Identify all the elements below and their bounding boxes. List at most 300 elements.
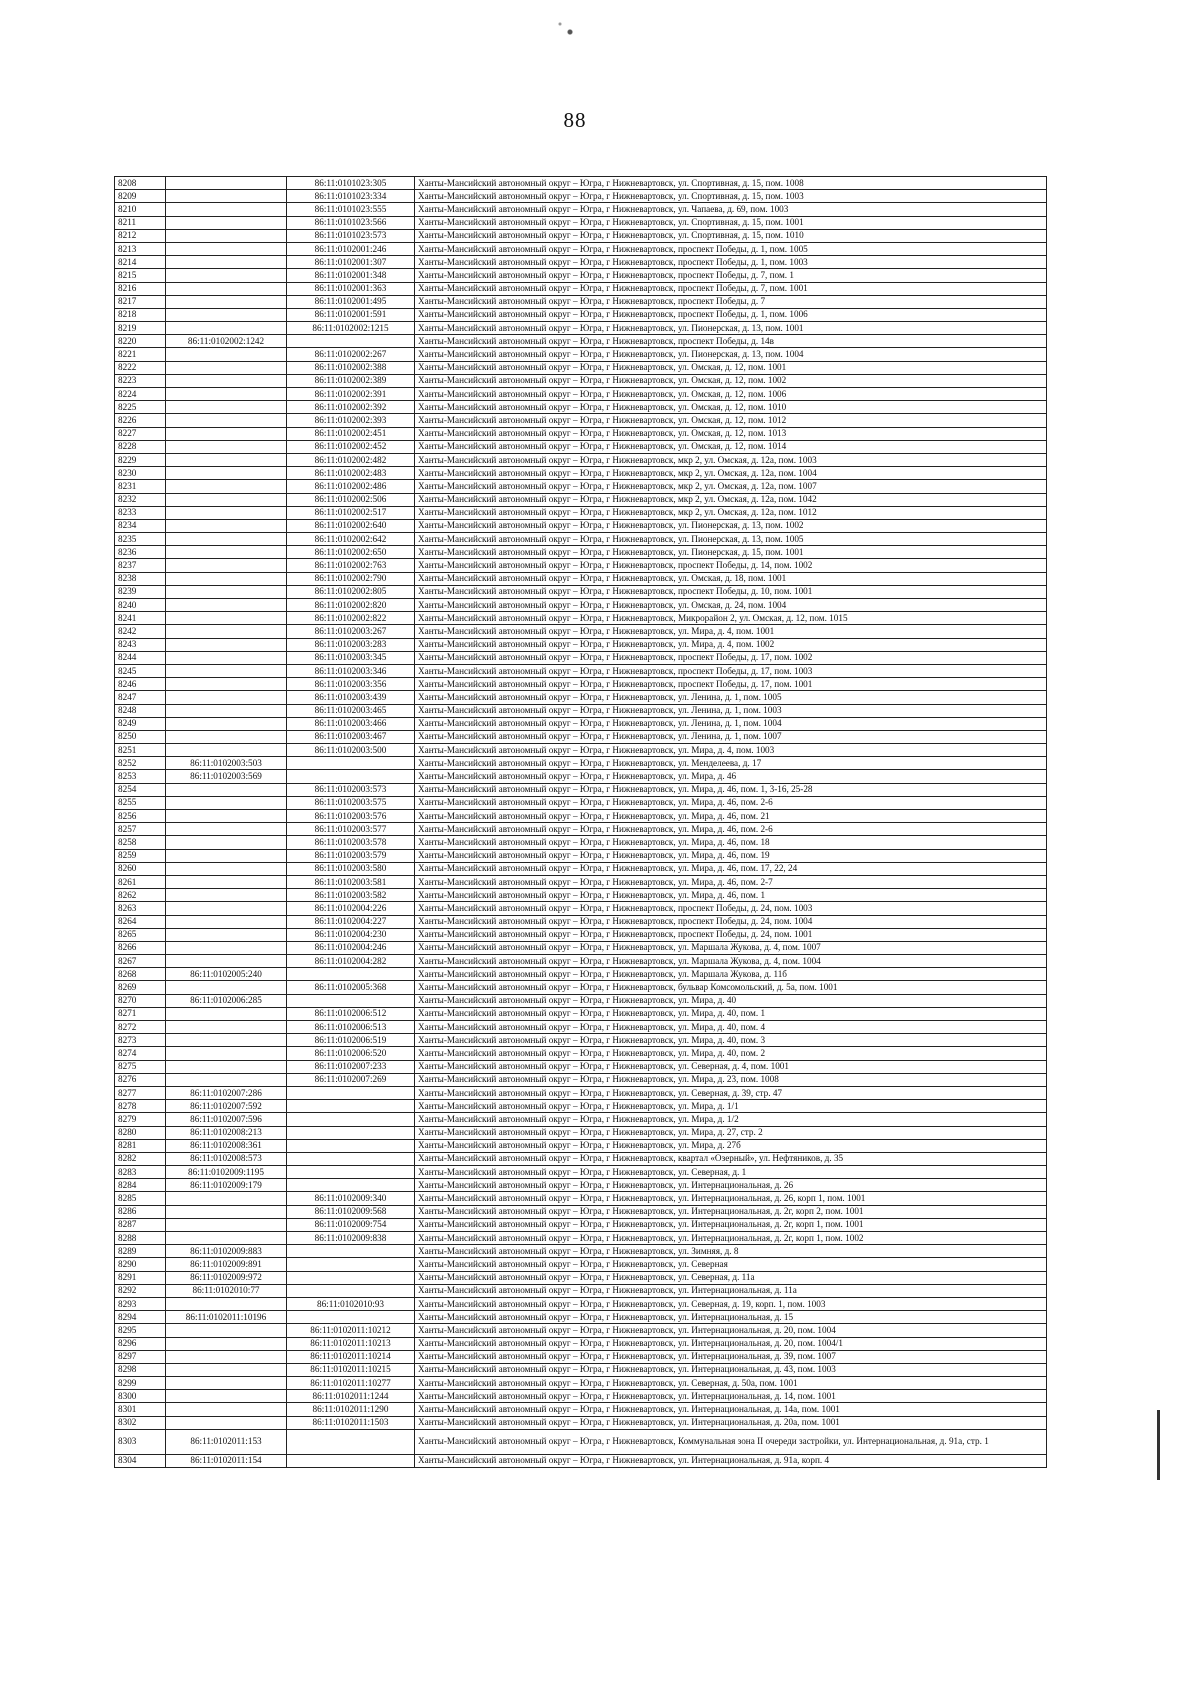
- row-number: 8247: [115, 691, 166, 704]
- table-row: [115, 599, 1047, 612]
- land-cadastral-number: [166, 1390, 287, 1403]
- land-cadastral-number: [166, 1297, 287, 1310]
- row-number: 8283: [115, 1166, 166, 1179]
- row-number: 8245: [115, 664, 166, 677]
- row-number: 8279: [115, 1113, 166, 1126]
- object-cadastral-number: 86:11:0102009:754: [287, 1218, 415, 1231]
- land-cadastral-number: 86:11:0102009:891: [166, 1258, 287, 1271]
- object-address: Ханты-Мансийский автономный округ – Югра, г Нижневартовск, ул. Ленина, д. 1, пом. 1003: [415, 704, 1047, 717]
- object-address: Ханты-Мансийский автономный округ – Югра, г Нижневартовск, ул. Мира, д. 46, пом. 2-6: [415, 796, 1047, 809]
- row-number: 8298: [115, 1363, 166, 1376]
- table-row: [115, 1126, 1047, 1139]
- object-cadastral-number: 86:11:0102003:580: [287, 862, 415, 875]
- object-address: Ханты-Мансийский автономный округ – Югра, г Нижневартовск, ул. Мира, д. 4, пом. 1002: [415, 638, 1047, 651]
- object-cadastral-number: 86:11:0102002:267: [287, 348, 415, 361]
- row-number: 8284: [115, 1179, 166, 1192]
- row-number: 8263: [115, 902, 166, 915]
- row-number: 8225: [115, 401, 166, 414]
- land-cadastral-number: [166, 546, 287, 559]
- object-cadastral-number: 86:11:0102011:1503: [287, 1416, 415, 1429]
- row-number: 8226: [115, 414, 166, 427]
- object-address: Ханты-Мансийский автономный округ – Югра, г Нижневартовск, проспект Победы, д. 14, пом. 1002: [415, 559, 1047, 572]
- object-address: Ханты-Мансийский автономный округ – Югра, г Нижневартовск, ул. Интернациональная, д. 20, пом. 1004: [415, 1324, 1047, 1337]
- row-number: 8280: [115, 1126, 166, 1139]
- land-cadastral-number: [166, 308, 287, 321]
- object-address: Ханты-Мансийский автономный округ – Югра, г Нижневартовск, ул. Интернациональная, д. 14, пом. 1001: [415, 1390, 1047, 1403]
- object-address: Ханты-Мансийский автономный округ – Югра, г Нижневартовск, проспект Победы, д. 1, пом. 1005: [415, 242, 1047, 255]
- object-cadastral-number: 86:11:0102002:790: [287, 572, 415, 585]
- table-row: [115, 1377, 1047, 1390]
- object-address: Ханты-Мансийский автономный округ – Югра, г Нижневартовск, проспект Победы, д. 14в: [415, 335, 1047, 348]
- row-number: 8273: [115, 1034, 166, 1047]
- table-row: [115, 1284, 1047, 1297]
- row-number: 8291: [115, 1271, 166, 1284]
- table-row: [115, 678, 1047, 691]
- land-cadastral-number: [166, 664, 287, 677]
- land-cadastral-number: [166, 493, 287, 506]
- object-address: Ханты-Мансийский автономный округ – Югра, г Нижневартовск, ул. Мира, д. 46, пом. 1, 3-16, 25-28: [415, 783, 1047, 796]
- object-address: Ханты-Мансийский автономный округ – Югра, г Нижневартовск, ул. Мира, д. 1/1: [415, 1100, 1047, 1113]
- table-row: [115, 704, 1047, 717]
- row-number: 8272: [115, 1021, 166, 1034]
- row-number: 8293: [115, 1297, 166, 1310]
- object-address: Ханты-Мансийский автономный округ – Югра, г Нижневартовск, проспект Победы, д. 24, пом. 1003: [415, 902, 1047, 915]
- land-cadastral-number: [166, 796, 287, 809]
- object-cadastral-number: 86:11:0102002:763: [287, 559, 415, 572]
- table-row: [115, 361, 1047, 374]
- table-row: [115, 1245, 1047, 1258]
- object-cadastral-number: 86:11:0102006:513: [287, 1021, 415, 1034]
- object-address: Ханты-Мансийский автономный округ – Югра, г Нижневартовск, ул. Интернациональная, д. 26, корп 1, пом. 1001: [415, 1192, 1047, 1205]
- object-cadastral-number: 86:11:0101023:555: [287, 203, 415, 216]
- object-address: Ханты-Мансийский автономный округ – Югра, г Нижневартовск, ул. Северная, д. 39, стр. 47: [415, 1086, 1047, 1099]
- land-cadastral-number: [166, 1363, 287, 1376]
- table-row: [115, 1232, 1047, 1245]
- object-cadastral-number: 86:11:0102002:483: [287, 467, 415, 480]
- table-row: [115, 1034, 1047, 1047]
- registry-table-body: [115, 177, 1047, 1468]
- object-cadastral-number: [287, 1152, 415, 1165]
- object-cadastral-number: 86:11:0102003:576: [287, 810, 415, 823]
- row-number: 8250: [115, 730, 166, 743]
- object-cadastral-number: [287, 1179, 415, 1192]
- land-cadastral-number: [166, 717, 287, 730]
- object-cadastral-number: 86:11:0102011:10215: [287, 1363, 415, 1376]
- row-number: 8246: [115, 678, 166, 691]
- land-cadastral-number: [166, 704, 287, 717]
- land-cadastral-number: [166, 955, 287, 968]
- table-row: [115, 374, 1047, 387]
- table-row: [115, 744, 1047, 757]
- land-cadastral-number: 86:11:0102008:213: [166, 1126, 287, 1139]
- row-number: 8257: [115, 823, 166, 836]
- object-cadastral-number: 86:11:0102007:233: [287, 1060, 415, 1073]
- object-cadastral-number: 86:11:0102007:269: [287, 1073, 415, 1086]
- table-row: [115, 1007, 1047, 1020]
- land-cadastral-number: [166, 836, 287, 849]
- row-number: 8288: [115, 1232, 166, 1245]
- object-cadastral-number: 86:11:0102003:581: [287, 875, 415, 888]
- land-cadastral-number: [166, 862, 287, 875]
- object-cadastral-number: 86:11:0102001:591: [287, 308, 415, 321]
- table-row: [115, 242, 1047, 255]
- row-number: 8249: [115, 717, 166, 730]
- table-row: [115, 783, 1047, 796]
- object-cadastral-number: 86:11:0102002:517: [287, 506, 415, 519]
- row-number: 8254: [115, 783, 166, 796]
- table-row: [115, 823, 1047, 836]
- row-number: 8253: [115, 770, 166, 783]
- table-row: [115, 190, 1047, 203]
- object-address: Ханты-Мансийский автономный округ – Югра, г Нижневартовск, ул. Пионерская, д. 15, пом. 1001: [415, 546, 1047, 559]
- object-address: Ханты-Мансийский автономный округ – Югра, г Нижневартовск, ул. Омская, д. 12, пом. 1001: [415, 361, 1047, 374]
- row-number: 8264: [115, 915, 166, 928]
- land-cadastral-number: [166, 190, 287, 203]
- object-address: Ханты-Мансийский автономный округ – Югра, г Нижневартовск, ул. Менделеева, д. 17: [415, 757, 1047, 770]
- object-cadastral-number: 86:11:0102005:368: [287, 981, 415, 994]
- object-address: Ханты-Мансийский автономный округ – Югра, г Нижневартовск, ул. Интернациональная, д. 20, пом. 1004/1: [415, 1337, 1047, 1350]
- object-cadastral-number: 86:11:0102003:267: [287, 625, 415, 638]
- land-cadastral-number: [166, 730, 287, 743]
- table-row: [115, 994, 1047, 1007]
- table-row: [115, 546, 1047, 559]
- row-number: 8266: [115, 941, 166, 954]
- object-address: Ханты-Мансийский автономный округ – Югра, г Нижневартовск, ул. Маршала Жукова, д. 4, пом. 1004: [415, 955, 1047, 968]
- object-address: Ханты-Мансийский автономный округ – Югра, г Нижневартовск, ул. Интернациональная, д. 2г, корп 1, пом. 1002: [415, 1232, 1047, 1245]
- object-cadastral-number: 86:11:0102011:10212: [287, 1324, 415, 1337]
- table-row: [115, 453, 1047, 466]
- land-cadastral-number: [166, 256, 287, 269]
- land-cadastral-number: [166, 1324, 287, 1337]
- land-cadastral-number: 86:11:0102009:972: [166, 1271, 287, 1284]
- table-row: [115, 585, 1047, 598]
- object-address: Ханты-Мансийский автономный округ – Югра, г Нижневартовск, ул. Мира, д. 46: [415, 770, 1047, 783]
- object-cadastral-number: 86:11:0102003:466: [287, 717, 415, 730]
- table-row: [115, 928, 1047, 941]
- object-address: Ханты-Мансийский автономный округ – Югра, г Нижневартовск, ул. Омская, д. 12, пом. 1002: [415, 374, 1047, 387]
- object-address: Ханты-Мансийский автономный округ – Югра, г Нижневартовск, ул. Интернациональная, д. 39, пом. 1007: [415, 1350, 1047, 1363]
- table-row: [115, 1047, 1047, 1060]
- table-row: [115, 1363, 1047, 1376]
- object-address: Ханты-Мансийский автономный округ – Югра, г Нижневартовск, мкр 2, ул. Омская, д. 12а, пом. 1007: [415, 480, 1047, 493]
- object-address: Ханты-Мансийский автономный округ – Югра, г Нижневартовск, проспект Победы, д. 17, пом. 1003: [415, 664, 1047, 677]
- land-cadastral-number: [166, 401, 287, 414]
- table-row: [115, 757, 1047, 770]
- land-cadastral-number: [166, 242, 287, 255]
- object-address: Ханты-Мансийский автономный округ – Югра, г Нижневартовск, проспект Победы, д. 24, пом. 1001: [415, 928, 1047, 941]
- object-cadastral-number: [287, 1166, 415, 1179]
- row-number: 8242: [115, 625, 166, 638]
- table-row: [115, 1454, 1047, 1467]
- row-number: 8286: [115, 1205, 166, 1218]
- object-address: Ханты-Мансийский автономный округ – Югра, г Нижневартовск, ул. Северная, д. 19, корп. 1, пом. 1003: [415, 1297, 1047, 1310]
- object-cadastral-number: [287, 757, 415, 770]
- table-row: [115, 1152, 1047, 1165]
- row-number: 8297: [115, 1350, 166, 1363]
- table-row: [115, 1297, 1047, 1310]
- table-row: [115, 1100, 1047, 1113]
- table-row: [115, 308, 1047, 321]
- land-cadastral-number: [166, 216, 287, 229]
- row-number: 8274: [115, 1047, 166, 1060]
- object-address: Ханты-Мансийский автономный округ – Югра, г Нижневартовск, ул. Мира, д. 4, пом. 1003: [415, 744, 1047, 757]
- object-address: Ханты-Мансийский автономный округ – Югра, г Нижневартовск, ул. Мира, д. 27б: [415, 1139, 1047, 1152]
- table-row: [115, 1205, 1047, 1218]
- table-row: [115, 875, 1047, 888]
- table-row: [115, 968, 1047, 981]
- row-number: 8285: [115, 1192, 166, 1205]
- object-cadastral-number: 86:11:0102002:392: [287, 401, 415, 414]
- object-address: Ханты-Мансийский автономный округ – Югра, г Нижневартовск, ул. Омская, д. 12, пом. 1012: [415, 414, 1047, 427]
- object-cadastral-number: 86:11:0102002:486: [287, 480, 415, 493]
- table-row: [115, 1060, 1047, 1073]
- object-address: Ханты-Мансийский автономный округ – Югра, г Нижневартовск, ул. Мира, д. 40, пом. 3: [415, 1034, 1047, 1047]
- object-address: Ханты-Мансийский автономный округ – Югра, г Нижневартовск, ул. Пионерская, д. 13, пом. 1002: [415, 519, 1047, 532]
- object-cadastral-number: [287, 1454, 415, 1467]
- table-row: [115, 862, 1047, 875]
- object-cadastral-number: [287, 770, 415, 783]
- object-address: Ханты-Мансийский автономный округ – Югра, г Нижневартовск, ул. Мира, д. 4, пом. 1001: [415, 625, 1047, 638]
- row-number: 8304: [115, 1454, 166, 1467]
- object-address: Ханты-Мансийский автономный округ – Югра, г Нижневартовск, ул. Омская, д. 18, пом. 1001: [415, 572, 1047, 585]
- land-cadastral-number: [166, 374, 287, 387]
- scan-artifact: [540, 14, 600, 44]
- land-cadastral-number: 86:11:0102010:77: [166, 1284, 287, 1297]
- object-address: Ханты-Мансийский автономный округ – Югра, г Нижневартовск, ул. Спортивная, д. 15, пом. 1001: [415, 216, 1047, 229]
- object-address: Ханты-Мансийский автономный округ – Югра, г Нижневартовск, мкр 2, ул. Омская, д. 12а, пом. 1012: [415, 506, 1047, 519]
- land-cadastral-number: [166, 902, 287, 915]
- object-cadastral-number: 86:11:0102003:345: [287, 651, 415, 664]
- object-address: Ханты-Мансийский автономный округ – Югра, г Нижневартовск, квартал «Озерный», ул. Нефтяников, д. 35: [415, 1152, 1047, 1165]
- object-address: Ханты-Мансийский автономный округ – Югра, г Нижневартовск, ул. Интернациональная, д. 2г, корп 1, пом. 1001: [415, 1218, 1047, 1231]
- table-row: [115, 1258, 1047, 1271]
- land-cadastral-number: [166, 1007, 287, 1020]
- land-cadastral-number: [166, 1047, 287, 1060]
- row-number: 8208: [115, 177, 166, 190]
- row-number: 8236: [115, 546, 166, 559]
- table-row: [115, 388, 1047, 401]
- object-address: Ханты-Мансийский автономный округ – Югра, г Нижневартовск, ул. Мира, д. 46, пом. 19: [415, 849, 1047, 862]
- table-row: [115, 440, 1047, 453]
- row-number: 8222: [115, 361, 166, 374]
- table-row: [115, 256, 1047, 269]
- row-number: 8248: [115, 704, 166, 717]
- object-cadastral-number: 86:11:0102003:500: [287, 744, 415, 757]
- object-cadastral-number: 86:11:0102006:519: [287, 1034, 415, 1047]
- object-address: Ханты-Мансийский автономный округ – Югра, г Нижневартовск, ул. Северная, д. 1: [415, 1166, 1047, 1179]
- land-cadastral-number: [166, 348, 287, 361]
- land-cadastral-number: 86:11:0102008:361: [166, 1139, 287, 1152]
- row-number: 8255: [115, 796, 166, 809]
- land-cadastral-number: [166, 691, 287, 704]
- land-cadastral-number: 86:11:0102007:286: [166, 1086, 287, 1099]
- table-row: [115, 1390, 1047, 1403]
- table-row: [115, 401, 1047, 414]
- table-row: [115, 902, 1047, 915]
- object-address: Ханты-Мансийский автономный округ – Югра, г Нижневартовск, ул. Мира, д. 40, пом. 1: [415, 1007, 1047, 1020]
- row-number: 8276: [115, 1073, 166, 1086]
- land-cadastral-number: [166, 915, 287, 928]
- object-cadastral-number: 86:11:0102002:389: [287, 374, 415, 387]
- object-cadastral-number: 86:11:0102009:568: [287, 1205, 415, 1218]
- land-cadastral-number: [166, 203, 287, 216]
- row-number: 8277: [115, 1086, 166, 1099]
- row-number: 8224: [115, 388, 166, 401]
- row-number: 8282: [115, 1152, 166, 1165]
- land-cadastral-number: [166, 1060, 287, 1073]
- table-row: [115, 427, 1047, 440]
- row-number: 8217: [115, 295, 166, 308]
- object-cadastral-number: 86:11:0102001:307: [287, 256, 415, 269]
- row-number: 8261: [115, 875, 166, 888]
- object-cadastral-number: 86:11:0102003:439: [287, 691, 415, 704]
- land-cadastral-number: 86:11:0102003:503: [166, 757, 287, 770]
- object-cadastral-number: 86:11:0102011:10213: [287, 1337, 415, 1350]
- object-address: Ханты-Мансийский автономный округ – Югра, г Нижневартовск, ул. Маршала Жукова, д. 4, пом. 1007: [415, 941, 1047, 954]
- land-cadastral-number: [166, 177, 287, 190]
- row-number: 8267: [115, 955, 166, 968]
- row-number: 8228: [115, 440, 166, 453]
- row-number: 8240: [115, 599, 166, 612]
- row-number: 8214: [115, 256, 166, 269]
- row-number: 8301: [115, 1403, 166, 1416]
- row-number: 8294: [115, 1311, 166, 1324]
- object-cadastral-number: 86:11:0102002:506: [287, 493, 415, 506]
- object-address: Ханты-Мансийский автономный округ – Югра, г Нижневартовск, проспект Победы, д. 7, пом. 1: [415, 269, 1047, 282]
- object-address: Ханты-Мансийский автономный округ – Югра, г Нижневартовск, проспект Победы, д. 24, пом. 1004: [415, 915, 1047, 928]
- row-number: 8269: [115, 981, 166, 994]
- table-row: [115, 612, 1047, 625]
- object-cadastral-number: [287, 335, 415, 348]
- object-address: Ханты-Мансийский автономный округ – Югра, г Нижневартовск, ул. Мира, д. 40, пом. 2: [415, 1047, 1047, 1060]
- row-number: 8303: [115, 1429, 166, 1454]
- object-cadastral-number: 86:11:0102004:282: [287, 955, 415, 968]
- row-number: 8219: [115, 322, 166, 335]
- object-address: Ханты-Мансийский автономный округ – Югра, г Нижневартовск, ул. Интернациональная, д. 2г, корп 2, пом. 1001: [415, 1205, 1047, 1218]
- table-row: [115, 770, 1047, 783]
- table-row: [115, 177, 1047, 190]
- table-row: [115, 981, 1047, 994]
- object-cadastral-number: 86:11:0102003:283: [287, 638, 415, 651]
- object-cadastral-number: [287, 1284, 415, 1297]
- object-address: Ханты-Мансийский автономный округ – Югра, г Нижневартовск, ул. Спортивная, д. 15, пом. 1010: [415, 229, 1047, 242]
- row-number: 8265: [115, 928, 166, 941]
- land-cadastral-number: 86:11:0102002:1242: [166, 335, 287, 348]
- object-address: Ханты-Мансийский автономный округ – Югра, г Нижневартовск, ул. Чапаева, д. 69, пом. 1003: [415, 203, 1047, 216]
- object-cadastral-number: 86:11:0102002:822: [287, 612, 415, 625]
- object-cadastral-number: 86:11:0101023:305: [287, 177, 415, 190]
- row-number: 8299: [115, 1377, 166, 1390]
- land-cadastral-number: [166, 559, 287, 572]
- table-row: [115, 1350, 1047, 1363]
- table-row: [115, 1086, 1047, 1099]
- row-number: 8211: [115, 216, 166, 229]
- row-number: 8287: [115, 1218, 166, 1231]
- table-row: [115, 810, 1047, 823]
- object-cadastral-number: 86:11:0102002:388: [287, 361, 415, 374]
- row-number: 8262: [115, 889, 166, 902]
- table-row: [115, 955, 1047, 968]
- land-cadastral-number: [166, 783, 287, 796]
- row-number: 8275: [115, 1060, 166, 1073]
- land-cadastral-number: [166, 1416, 287, 1429]
- land-cadastral-number: [166, 612, 287, 625]
- object-cadastral-number: 86:11:0102006:520: [287, 1047, 415, 1060]
- object-cadastral-number: [287, 1139, 415, 1152]
- land-cadastral-number: [166, 519, 287, 532]
- object-cadastral-number: 86:11:0102006:512: [287, 1007, 415, 1020]
- object-address: Ханты-Мансийский автономный округ – Югра, г Нижневартовск, ул. Мира, д. 23, пом. 1008: [415, 1073, 1047, 1086]
- row-number: 8213: [115, 242, 166, 255]
- land-cadastral-number: [166, 229, 287, 242]
- object-cadastral-number: 86:11:0102002:452: [287, 440, 415, 453]
- object-cadastral-number: 86:11:0102011:10277: [287, 1377, 415, 1390]
- object-address: Ханты-Мансийский автономный округ – Югра, г Нижневартовск, ул. Северная, д. 11а: [415, 1271, 1047, 1284]
- object-cadastral-number: 86:11:0102001:363: [287, 282, 415, 295]
- row-number: 8302: [115, 1416, 166, 1429]
- object-address: Ханты-Мансийский автономный округ – Югра, г Нижневартовск, мкр 2, ул. Омская, д. 12а, пом. 1042: [415, 493, 1047, 506]
- row-number: 8235: [115, 533, 166, 546]
- object-address: Ханты-Мансийский автономный округ – Югра, г Нижневартовск, ул. Пионерская, д. 13, пом. 1001: [415, 322, 1047, 335]
- object-address: Ханты-Мансийский автономный округ – Югра, г Нижневартовск, ул. Мира, д. 46, пом. 21: [415, 810, 1047, 823]
- land-cadastral-number: [166, 1403, 287, 1416]
- row-number: 8234: [115, 519, 166, 532]
- object-cadastral-number: 86:11:0102003:582: [287, 889, 415, 902]
- row-number: 8281: [115, 1139, 166, 1152]
- row-number: 8290: [115, 1258, 166, 1271]
- object-cadastral-number: 86:11:0102002:640: [287, 519, 415, 532]
- table-row: [115, 1271, 1047, 1284]
- land-cadastral-number: 86:11:0102007:592: [166, 1100, 287, 1113]
- table-row: [115, 889, 1047, 902]
- row-number: 8221: [115, 348, 166, 361]
- object-address: Ханты-Мансийский автономный округ – Югра, г Нижневартовск, ул. Омская, д. 12, пом. 1013: [415, 427, 1047, 440]
- land-cadastral-number: [166, 585, 287, 598]
- property-registry-table: [114, 176, 1047, 1468]
- land-cadastral-number: [166, 269, 287, 282]
- table-row: [115, 1192, 1047, 1205]
- land-cadastral-number: [166, 480, 287, 493]
- table-row: [115, 691, 1047, 704]
- object-cadastral-number: 86:11:0102002:482: [287, 453, 415, 466]
- scan-edge-mark: [1157, 1410, 1160, 1480]
- table-row: [115, 216, 1047, 229]
- table-row: [115, 506, 1047, 519]
- object-address: Ханты-Мансийский автономный округ – Югра, г Нижневартовск, ул. Омская, д. 12, пом. 1006: [415, 388, 1047, 401]
- object-cadastral-number: 86:11:0102011:1290: [287, 1403, 415, 1416]
- table-row: [115, 229, 1047, 242]
- table-row: [115, 572, 1047, 585]
- table-row: [115, 533, 1047, 546]
- row-number: 8215: [115, 269, 166, 282]
- object-cadastral-number: 86:11:0102003:578: [287, 836, 415, 849]
- object-address: Ханты-Мансийский автономный округ – Югра, г Нижневартовск, ул. Северная, д. 50а, пом. 1001: [415, 1377, 1047, 1390]
- object-address: Ханты-Мансийский автономный округ – Югра, г Нижневартовск, ул. Мира, д. 40, пом. 4: [415, 1021, 1047, 1034]
- object-address: Ханты-Мансийский автономный округ – Югра, г Нижневартовск, бульвар Комсомольский, д. 5а, пом. 1001: [415, 981, 1047, 994]
- land-cadastral-number: [166, 981, 287, 994]
- land-cadastral-number: [166, 875, 287, 888]
- table-row: [115, 664, 1047, 677]
- land-cadastral-number: [166, 388, 287, 401]
- object-cadastral-number: 86:11:0102001:246: [287, 242, 415, 255]
- object-cadastral-number: [287, 1126, 415, 1139]
- table-row: [115, 493, 1047, 506]
- row-number: 8230: [115, 467, 166, 480]
- row-number: 8258: [115, 836, 166, 849]
- row-number: 8251: [115, 744, 166, 757]
- land-cadastral-number: [166, 849, 287, 862]
- row-number: 8244: [115, 651, 166, 664]
